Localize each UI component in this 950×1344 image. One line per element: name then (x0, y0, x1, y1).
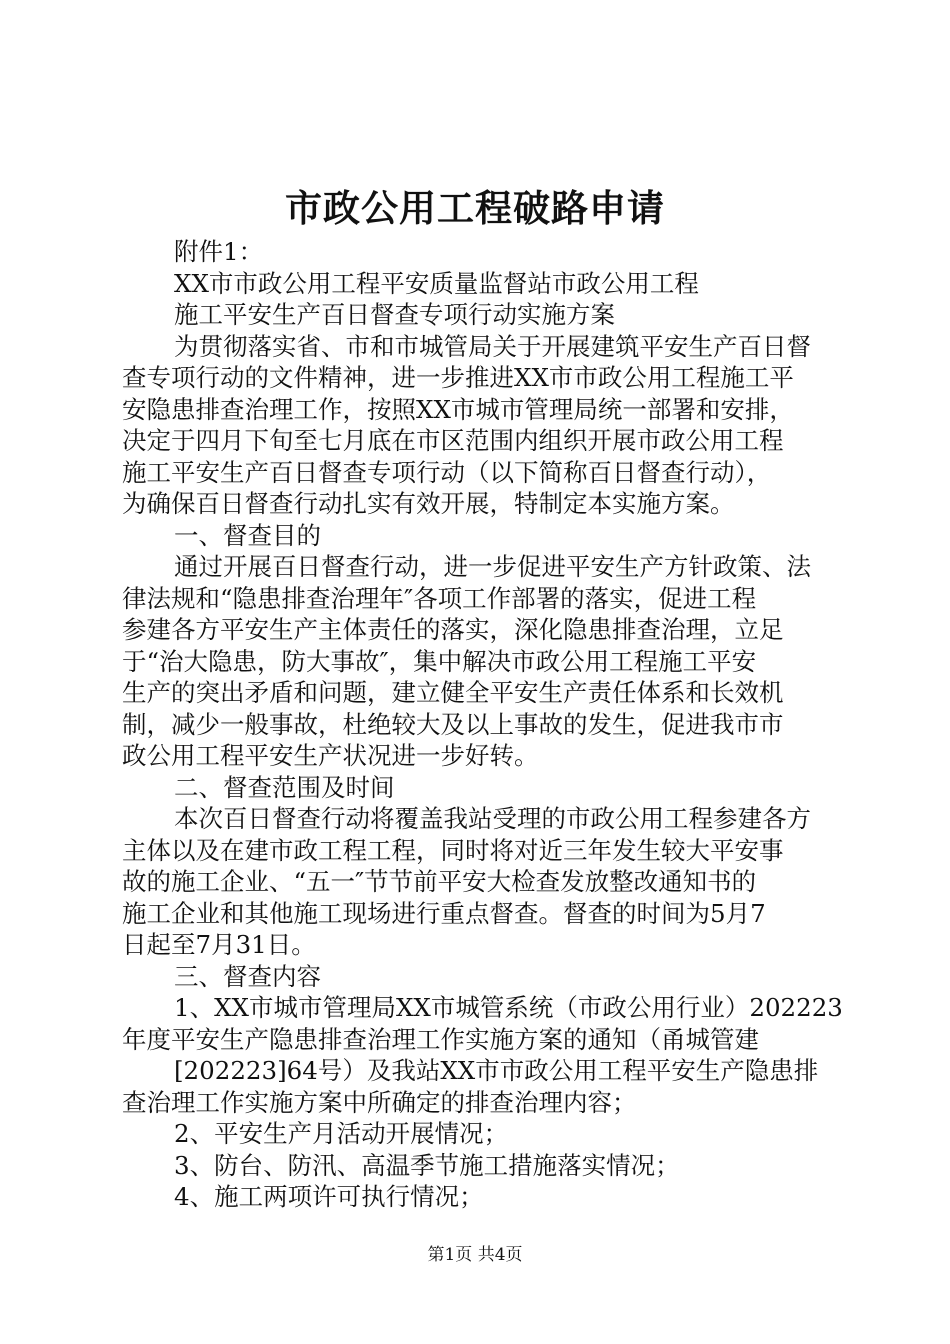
intro-line: 为贯彻落实省、市和市城管局关于开展建筑平安生产百日督 (174, 331, 811, 361)
section-line: 故的施工企业、“五一″节节前平安大检查发放整改通知书的 (122, 867, 757, 896)
section-line: 制，减少一般事故，杜绝较大及以上事故的发生，促进我市市 (122, 709, 784, 739)
section-line: 生产的突出矛盾和问题，建立健全平安生产责任体系和长效机 (122, 678, 784, 707)
section-line: 政公用工程平安生产状况进一步好转。 (122, 741, 539, 770)
list-item-line: [202223]64号）及我站XX市市政公用工程平安生产隐患排 (174, 1056, 819, 1085)
section-line: 律法规和“隐患排查治理年″各项工作部署的落实，促进工程 (122, 583, 757, 613)
section-line: 施工企业和其他施工现场进行重点督查。督查的时间为5月7 (122, 898, 766, 928)
section-line: 通过开展百日督查行动，进一步促进平安生产方针政策、法 (174, 552, 811, 581)
list-item-line: 1、XX市城市管理局XX市城管系统（市政公用行业）202223 (174, 993, 843, 1022)
intro-line: 安隐患排查治理工作，按照XX市城市管理局统一部署和安排， (122, 394, 794, 424)
subtitle-line: 施工平安生产百日督查专项行动实施方案 (174, 300, 615, 329)
section-heading: 三、督查内容 (174, 961, 321, 991)
list-item: 3、防台、防汛、高温季节施工措施落实情况； (174, 1150, 680, 1180)
subtitle-line: XX市市政公用工程平安质量监督站市政公用工程 (174, 268, 699, 298)
intro-line: 施工平安生产百日督查专项行动（以下简称百日督查行动）， (122, 457, 772, 487)
section-line: 主体以及在建市政工程工程，同时将对近三年发生较大平安事 (122, 835, 784, 865)
intro-line: 为确保百日督查行动扎实有效开展，特制定本实施方案。 (122, 489, 735, 518)
list-item: 4、施工两项许可执行情况； (174, 1182, 484, 1211)
section-line: 参建各方平安生产主体责任的落实，深化隐患排查治理，立足 (122, 615, 784, 644)
intro-line: 决定于四月下旬至七月底在市区范围内组织开展市政公用工程 (122, 426, 784, 455)
list-item-line: 查治理工作实施方案中所确定的排查治理内容； (122, 1087, 637, 1117)
page-number-footer: 第1页 共4页 (427, 1245, 523, 1265)
section-line: 本次百日督查行动将覆盖我站受理的市政公用工程参建各方 (174, 804, 811, 833)
document-title: 市政公用工程破路申请 (285, 186, 665, 230)
attachment-label: 附件1： (174, 237, 264, 266)
section-line: 日起至7月31日。 (122, 930, 316, 959)
section-line: 于“治大隐患，防大事故″，集中解决市政公用工程施工平安 (122, 646, 757, 676)
section-heading: 二、督查范围及时间 (174, 772, 395, 802)
section-heading: 一、督查目的 (174, 520, 321, 550)
document-body (122, 236, 843, 1213)
intro-line: 查专项行动的文件精神，进一步推进XX市市政公用工程施工平 (122, 363, 794, 392)
list-item: 2、平安生产月活动开展情况； (174, 1119, 509, 1148)
list-item-line: 年度平安生产隐患排查治理工作实施方案的通知（甬城管建 (122, 1024, 759, 1054)
